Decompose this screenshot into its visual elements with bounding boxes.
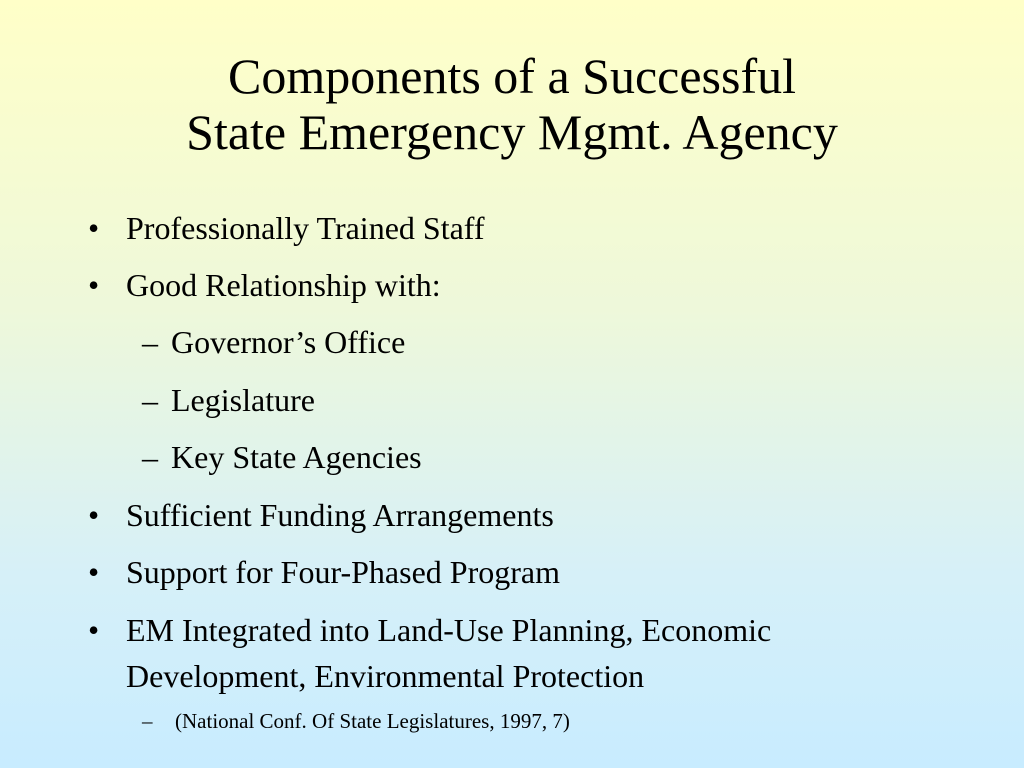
bullet-text: Support for Four-Phased Program bbox=[126, 554, 560, 590]
bullet-marker: • bbox=[88, 497, 100, 533]
sub-bullet-marker: – bbox=[142, 324, 158, 360]
sub-bullet-text: Key State Agencies bbox=[171, 439, 422, 475]
bullet-text: Good Relationship with: bbox=[126, 267, 441, 303]
bullet-text: Professionally Trained Staff bbox=[126, 210, 485, 246]
bullet-text: Sufficient Funding Arrangements bbox=[126, 497, 554, 533]
bullet-marker: • bbox=[88, 210, 100, 246]
slide-title bbox=[0, 48, 1024, 160]
bullet-text: EM Integrated into Land-Use Planning, Economic Development, Environmental Protection bbox=[126, 612, 772, 694]
citation-text: (National Conf. Of State Legislatures, 1997, 7) bbox=[175, 709, 570, 733]
sub-bullet-text: Legislature bbox=[171, 382, 315, 418]
bullet-marker: • bbox=[88, 612, 100, 648]
sub-bullet-text: Governor’s Office bbox=[171, 324, 406, 360]
sub-bullet-marker: – bbox=[142, 439, 158, 475]
slide-title-line-1: Components of a Successful bbox=[228, 48, 796, 104]
citation-marker: – bbox=[142, 709, 153, 733]
slide-title-line-2: State Emergency Mgmt. Agency bbox=[186, 104, 838, 160]
bullet-marker: • bbox=[88, 267, 100, 303]
sub-bullet-marker: – bbox=[142, 382, 158, 418]
bullet-marker: • bbox=[88, 554, 100, 590]
